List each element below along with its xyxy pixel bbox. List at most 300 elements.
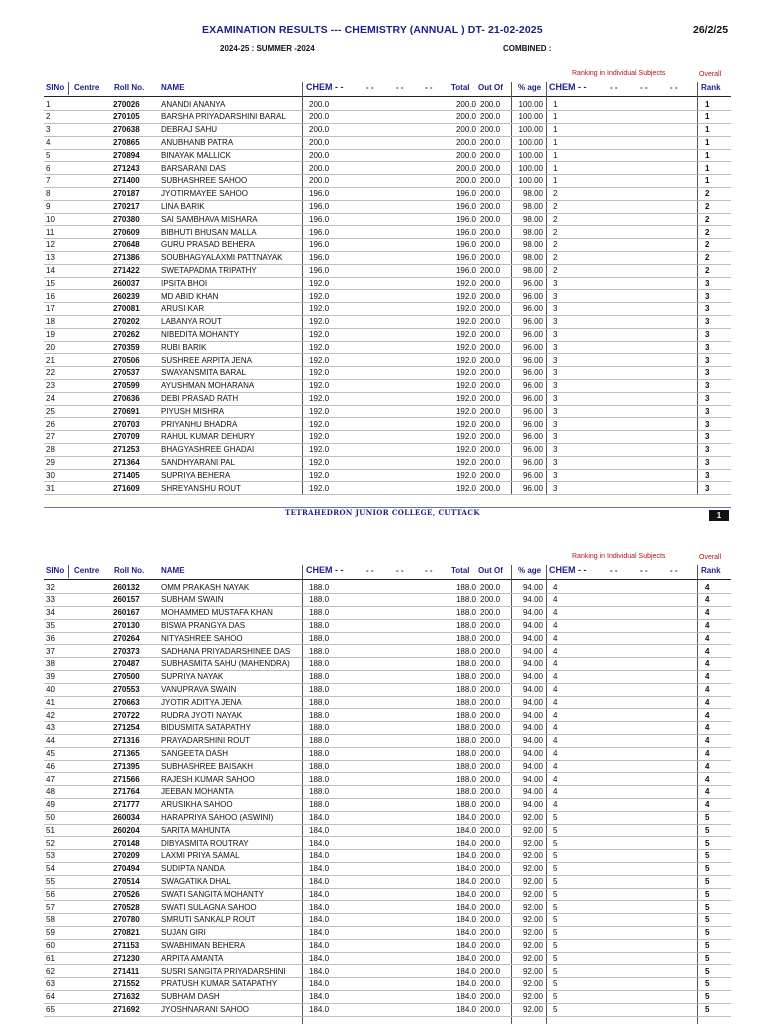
row-out-of: 200.0 — [480, 125, 501, 135]
overall-label: Overall — [699, 71, 722, 78]
row-out-of: 200.0 — [480, 697, 501, 707]
table-header — [44, 564, 731, 578]
table-row — [44, 137, 731, 150]
table-row — [44, 316, 731, 329]
row-percentage: 96.00 — [522, 291, 543, 301]
row-out-of: 200.0 — [480, 940, 501, 950]
row-chem-marks: 184.0 — [309, 812, 330, 822]
row-subject-rank: 3 — [553, 278, 558, 288]
row-total: 184.0 — [455, 915, 476, 925]
row-overall-rank: 3 — [705, 278, 710, 288]
row-chem-marks: 188.0 — [309, 774, 330, 784]
row-overall-rank: 5 — [705, 812, 710, 822]
ranking-label: Ranking in Individual Subjects — [572, 70, 666, 77]
row-slno: 17 — [46, 304, 55, 314]
header-divider — [44, 579, 731, 580]
row-chem-marks: 184.0 — [309, 1004, 330, 1014]
col-rank-chem: CHEM - - — [549, 82, 587, 92]
row-out-of: 200.0 — [480, 659, 501, 669]
row-student-name: SOUBHAGYALAXMI PATTNAYAK — [161, 253, 283, 263]
row-subject-rank: 5 — [553, 838, 558, 848]
row-subject-rank: 5 — [553, 864, 558, 874]
header-divider — [44, 96, 731, 97]
row-out-of: 200.0 — [480, 355, 501, 365]
table-row — [44, 863, 731, 876]
row-student-name: SUJAN GIRI — [161, 928, 206, 938]
col-overall-rank: Rank — [701, 566, 721, 575]
row-out-of: 200.0 — [480, 646, 501, 656]
row-overall-rank: 3 — [705, 317, 710, 327]
row-student-name: SARITA MAHUNTA — [161, 825, 231, 835]
row-percentage: 100.00 — [518, 137, 543, 147]
row-overall-rank: 2 — [705, 253, 710, 263]
col-dash-3: - - — [425, 566, 433, 575]
row-chem-marks: 196.0 — [309, 265, 330, 275]
row-overall-rank: 2 — [705, 201, 710, 211]
row-roll-number: 270709 — [113, 432, 140, 442]
row-student-name: LINA BARIK — [161, 201, 205, 211]
row-student-name: DEBI PRASAD RATH — [161, 393, 239, 403]
row-student-name: SUBHASHREE SAHOO — [161, 176, 248, 186]
row-total: 184.0 — [455, 851, 476, 861]
row-overall-rank: 4 — [705, 659, 710, 669]
row-overall-rank: 3 — [705, 483, 710, 493]
table-row — [44, 889, 731, 902]
row-total: 184.0 — [455, 992, 476, 1002]
table-row — [44, 367, 731, 380]
row-total: 192.0 — [455, 329, 476, 339]
row-student-name: ARUSIKHA SAHOO — [161, 800, 233, 810]
row-total: 196.0 — [455, 227, 476, 237]
row-roll-number: 270514 — [113, 876, 140, 886]
row-total: 188.0 — [455, 595, 476, 605]
row-total: 188.0 — [455, 620, 476, 630]
row-overall-rank: 5 — [705, 992, 710, 1002]
row-student-name: BIDUSMITA SATAPATHY — [161, 723, 251, 733]
row-chem-marks: 188.0 — [309, 595, 330, 605]
table-row — [44, 342, 731, 355]
row-subject-rank: 4 — [553, 595, 558, 605]
table-row — [44, 1004, 731, 1017]
row-total: 192.0 — [455, 419, 476, 429]
row-total: 200.0 — [455, 150, 476, 160]
row-out-of: 200.0 — [480, 189, 501, 199]
row-out-of: 200.0 — [480, 291, 501, 301]
row-student-name: SMRUTI SANKALP ROUT — [161, 915, 256, 925]
row-subject-rank: 2 — [553, 265, 558, 275]
row-chem-marks: 184.0 — [309, 825, 330, 835]
row-percentage: 100.00 — [518, 99, 543, 109]
row-subject-rank: 5 — [553, 966, 558, 976]
row-subject-rank: 5 — [553, 851, 558, 861]
row-overall-rank: 5 — [705, 825, 710, 835]
row-slno: 6 — [46, 163, 51, 173]
row-overall-rank: 5 — [705, 915, 710, 925]
table-row — [44, 594, 731, 607]
row-slno: 28 — [46, 445, 55, 455]
row-total: 196.0 — [455, 201, 476, 211]
row-roll-number: 260167 — [113, 608, 140, 618]
row-overall-rank: 1 — [705, 99, 710, 109]
row-overall-rank: 3 — [705, 445, 710, 455]
row-student-name: JYOTIRMAYEE SAHOO — [161, 189, 248, 199]
row-percentage: 96.00 — [522, 329, 543, 339]
row-out-of: 200.0 — [480, 992, 501, 1002]
combined-label: COMBINED : — [503, 44, 552, 53]
row-total: 192.0 — [455, 381, 476, 391]
row-total: 184.0 — [455, 838, 476, 848]
row-student-name: SAI SAMBHAVA MISHARA — [161, 214, 258, 224]
row-percentage: 96.00 — [522, 419, 543, 429]
row-overall-rank: 1 — [705, 150, 710, 160]
row-chem-marks: 188.0 — [309, 736, 330, 746]
row-subject-rank: 5 — [553, 928, 558, 938]
row-out-of: 200.0 — [480, 979, 501, 989]
row-percentage: 92.00 — [522, 812, 543, 822]
row-overall-rank: 4 — [705, 582, 710, 592]
row-student-name: SWETAPADMA TRIPATHY — [161, 265, 257, 275]
row-subject-rank: 3 — [553, 355, 558, 365]
table-row — [44, 876, 731, 889]
row-subject-rank: 3 — [553, 406, 558, 416]
row-subject-rank: 3 — [553, 342, 558, 352]
row-out-of: 200.0 — [480, 253, 501, 263]
table-row — [44, 710, 731, 723]
row-overall-rank: 5 — [705, 1004, 710, 1014]
row-student-name: SUBHASMITA SAHU (MAHENDRA) — [161, 659, 290, 669]
row-roll-number: 270148 — [113, 838, 140, 848]
col-rank-dash-2: - - — [640, 83, 648, 92]
table-row — [44, 380, 731, 393]
row-percentage: 92.00 — [522, 1004, 543, 1014]
row-student-name: NITYASHREE SAHOO — [161, 633, 243, 643]
row-roll-number: 270187 — [113, 189, 140, 199]
col-overall-rank: Rank — [701, 83, 721, 92]
row-percentage: 92.00 — [522, 953, 543, 963]
row-out-of: 200.0 — [480, 419, 501, 429]
row-overall-rank: 2 — [705, 214, 710, 224]
table-row — [44, 978, 731, 991]
ranking-label: Ranking in Individual Subjects — [572, 553, 666, 560]
row-student-name: LAXMI PRIYA SAMAL — [161, 851, 240, 861]
row-total: 196.0 — [455, 265, 476, 275]
row-overall-rank: 4 — [705, 736, 710, 746]
row-total: 188.0 — [455, 800, 476, 810]
row-roll-number: 271254 — [113, 723, 140, 733]
row-slno: 42 — [46, 710, 55, 720]
row-subject-rank: 1 — [553, 99, 558, 109]
row-student-name: SUBHAM DASH — [161, 992, 220, 1002]
row-overall-rank: 3 — [705, 432, 710, 442]
row-slno: 62 — [46, 966, 55, 976]
col-centre: Centre — [74, 566, 100, 575]
row-roll-number: 271365 — [113, 748, 140, 758]
table-row — [44, 838, 731, 851]
row-out-of: 200.0 — [480, 214, 501, 224]
row-chem-marks: 196.0 — [309, 253, 330, 263]
row-out-of: 200.0 — [480, 1004, 501, 1014]
row-roll-number: 270494 — [113, 864, 140, 874]
row-total: 188.0 — [455, 697, 476, 707]
col-name: NAME — [161, 566, 185, 575]
table-row — [44, 722, 731, 735]
row-total: 200.0 — [455, 137, 476, 147]
col-dash-1: - - — [366, 83, 374, 92]
table-row — [44, 444, 731, 457]
row-total: 188.0 — [455, 787, 476, 797]
row-slno: 31 — [46, 483, 55, 493]
row-student-name: SUDIPTA NANDA — [161, 864, 225, 874]
row-total: 192.0 — [455, 393, 476, 403]
row-roll-number: 271566 — [113, 774, 140, 784]
table-row — [44, 406, 731, 419]
row-roll-number: 271552 — [113, 979, 140, 989]
row-out-of: 200.0 — [480, 633, 501, 643]
row-overall-rank: 4 — [705, 646, 710, 656]
row-percentage: 96.00 — [522, 393, 543, 403]
row-chem-marks: 188.0 — [309, 672, 330, 682]
row-out-of: 200.0 — [480, 684, 501, 694]
row-subject-rank: 1 — [553, 125, 558, 135]
row-percentage: 92.00 — [522, 979, 543, 989]
row-slno: 4 — [46, 137, 51, 147]
col-outof: Out Of — [478, 566, 503, 575]
row-roll-number: 270553 — [113, 684, 140, 694]
row-percentage: 94.00 — [522, 800, 543, 810]
row-overall-rank: 5 — [705, 864, 710, 874]
table-row — [44, 658, 731, 671]
row-overall-rank: 3 — [705, 291, 710, 301]
row-student-name: SWATI SANGITA MOHANTY — [161, 889, 264, 899]
row-percentage: 98.00 — [522, 214, 543, 224]
row-chem-marks: 200.0 — [309, 112, 330, 122]
col-rank-chem: CHEM - - — [549, 565, 587, 575]
row-out-of: 200.0 — [480, 736, 501, 746]
table-row — [44, 470, 731, 483]
row-chem-marks: 188.0 — [309, 620, 330, 630]
table-row — [44, 239, 731, 252]
row-student-name: SADHANA PRIYADARSHINEE DAS — [161, 646, 291, 656]
row-slno: 33 — [46, 595, 55, 605]
row-percentage: 94.00 — [522, 761, 543, 771]
row-percentage: 96.00 — [522, 381, 543, 391]
row-chem-marks: 188.0 — [309, 800, 330, 810]
row-overall-rank: 4 — [705, 672, 710, 682]
row-percentage: 96.00 — [522, 445, 543, 455]
row-slno: 1 — [46, 99, 51, 109]
row-out-of: 200.0 — [480, 876, 501, 886]
row-subject-rank: 5 — [553, 953, 558, 963]
row-overall-rank: 3 — [705, 419, 710, 429]
row-roll-number: 260157 — [113, 595, 140, 605]
row-chem-marks: 184.0 — [309, 838, 330, 848]
row-percentage: 92.00 — [522, 838, 543, 848]
row-roll-number: 270202 — [113, 317, 140, 327]
row-out-of: 200.0 — [480, 368, 501, 378]
row-slno: 34 — [46, 608, 55, 618]
row-slno: 16 — [46, 291, 55, 301]
row-subject-rank: 3 — [553, 470, 558, 480]
row-percentage: 96.00 — [522, 317, 543, 327]
row-roll-number: 271609 — [113, 483, 140, 493]
row-roll-number: 270526 — [113, 889, 140, 899]
row-chem-marks: 184.0 — [309, 928, 330, 938]
table-row — [44, 227, 731, 240]
row-out-of: 200.0 — [480, 774, 501, 784]
row-student-name: SUPRIYA NAYAK — [161, 672, 224, 682]
row-roll-number: 271422 — [113, 265, 140, 275]
row-overall-rank: 1 — [705, 163, 710, 173]
row-chem-marks: 192.0 — [309, 419, 330, 429]
row-total: 184.0 — [455, 889, 476, 899]
row-slno: 9 — [46, 201, 51, 211]
row-chem-marks: 184.0 — [309, 966, 330, 976]
col-rank-dash-3: - - — [670, 566, 678, 575]
row-slno: 51 — [46, 825, 55, 835]
row-student-name: ARPITA AMANTA — [161, 953, 224, 963]
row-roll-number: 270500 — [113, 672, 140, 682]
row-out-of: 200.0 — [480, 851, 501, 861]
row-overall-rank: 4 — [705, 748, 710, 758]
row-subject-rank: 3 — [553, 317, 558, 327]
row-slno: 54 — [46, 864, 55, 874]
row-student-name: SUSRI SANGITA PRIYADARSHINI — [161, 966, 286, 976]
row-total: 192.0 — [455, 445, 476, 455]
row-subject-rank: 3 — [553, 368, 558, 378]
row-slno: 61 — [46, 953, 55, 963]
row-slno: 53 — [46, 851, 55, 861]
row-roll-number: 270648 — [113, 240, 140, 250]
row-out-of: 200.0 — [480, 137, 501, 147]
col-rank-dash-1: - - — [610, 83, 618, 92]
row-total: 184.0 — [455, 1004, 476, 1014]
row-roll-number: 260204 — [113, 825, 140, 835]
row-subject-rank: 3 — [553, 457, 558, 467]
row-chem-marks: 200.0 — [309, 163, 330, 173]
row-roll-number: 260034 — [113, 812, 140, 822]
row-subject-rank: 5 — [553, 979, 558, 989]
row-overall-rank: 2 — [705, 227, 710, 237]
row-roll-number: 270359 — [113, 342, 140, 352]
row-total: 192.0 — [455, 355, 476, 365]
row-overall-rank: 5 — [705, 838, 710, 848]
row-subject-rank: 2 — [553, 214, 558, 224]
row-total: 184.0 — [455, 825, 476, 835]
row-slno: 35 — [46, 620, 55, 630]
row-student-name: BHAGYASHREE GHADAI — [161, 445, 255, 455]
table-row — [44, 265, 731, 278]
row-student-name: SANGEETA DASH — [161, 748, 228, 758]
row-out-of: 200.0 — [480, 470, 501, 480]
row-chem-marks: 192.0 — [309, 406, 330, 416]
row-subject-rank: 5 — [553, 940, 558, 950]
row-student-name: SWAGATIKA DHAL — [161, 876, 231, 886]
row-subject-rank: 4 — [553, 787, 558, 797]
row-subject-rank: 2 — [553, 189, 558, 199]
row-student-name: JYOSHNARANI SAHOO — [161, 1004, 250, 1014]
row-subject-rank: 4 — [553, 761, 558, 771]
row-chem-marks: 192.0 — [309, 329, 330, 339]
row-roll-number: 271777 — [113, 800, 140, 810]
table-row — [44, 966, 731, 979]
row-total: 184.0 — [455, 953, 476, 963]
row-overall-rank: 4 — [705, 800, 710, 810]
row-roll-number: 271243 — [113, 163, 140, 173]
row-subject-rank: 4 — [553, 800, 558, 810]
row-student-name: JEEBAN MOHANTA — [161, 787, 234, 797]
row-chem-marks: 192.0 — [309, 470, 330, 480]
row-out-of: 200.0 — [480, 483, 501, 493]
col-dash-1: - - — [366, 566, 374, 575]
row-chem-marks: 184.0 — [309, 940, 330, 950]
row-slno: 55 — [46, 876, 55, 886]
row-out-of: 200.0 — [480, 150, 501, 160]
row-percentage: 96.00 — [522, 457, 543, 467]
row-overall-rank: 5 — [705, 902, 710, 912]
row-chem-marks: 188.0 — [309, 633, 330, 643]
row-chem-marks: 192.0 — [309, 317, 330, 327]
row-student-name: SUPRIYA BEHERA — [161, 470, 231, 480]
table-row — [44, 188, 731, 201]
table-row — [44, 291, 731, 304]
table-row — [44, 111, 731, 124]
row-chem-marks: 192.0 — [309, 355, 330, 365]
row-roll-number: 270722 — [113, 710, 140, 720]
row-overall-rank: 5 — [705, 940, 710, 950]
row-out-of: 200.0 — [480, 787, 501, 797]
row-student-name: AYUSHMAN MOHARANA — [161, 381, 255, 391]
row-chem-marks: 188.0 — [309, 787, 330, 797]
row-percentage: 94.00 — [522, 736, 543, 746]
table-row — [44, 582, 731, 595]
row-subject-rank: 2 — [553, 227, 558, 237]
row-roll-number: 270821 — [113, 928, 140, 938]
row-total: 196.0 — [455, 189, 476, 199]
college-name: TETRAHEDRON JUNIOR COLLEGE, CUTTACK — [285, 508, 480, 517]
row-roll-number: 271632 — [113, 992, 140, 1002]
row-percentage: 96.00 — [522, 368, 543, 378]
row-overall-rank: 5 — [705, 889, 710, 899]
row-total: 188.0 — [455, 710, 476, 720]
row-roll-number: 270262 — [113, 329, 140, 339]
row-subject-rank: 5 — [553, 889, 558, 899]
row-slno: 13 — [46, 253, 55, 263]
row-chem-marks: 188.0 — [309, 684, 330, 694]
row-overall-rank: 4 — [705, 684, 710, 694]
col-roll: Roll No. — [114, 83, 145, 92]
table-row — [44, 812, 731, 825]
row-total: 192.0 — [455, 368, 476, 378]
row-overall-rank: 3 — [705, 406, 710, 416]
row-overall-rank: 3 — [705, 381, 710, 391]
row-total: 184.0 — [455, 864, 476, 874]
table-row — [44, 940, 731, 953]
row-percentage: 96.00 — [522, 483, 543, 493]
row-total: 188.0 — [455, 723, 476, 733]
table-row — [44, 620, 731, 633]
row-percentage: 100.00 — [518, 125, 543, 135]
table-row — [44, 431, 731, 444]
row-overall-rank: 3 — [705, 304, 710, 314]
row-overall-rank: 4 — [705, 710, 710, 720]
col-rank-dash-2: - - — [640, 566, 648, 575]
col-outof: Out Of — [478, 83, 503, 92]
row-out-of: 200.0 — [480, 825, 501, 835]
row-percentage: 94.00 — [522, 582, 543, 592]
row-roll-number: 271386 — [113, 253, 140, 263]
table-row — [44, 914, 731, 927]
row-student-name: BARSARANI DAS — [161, 163, 226, 173]
